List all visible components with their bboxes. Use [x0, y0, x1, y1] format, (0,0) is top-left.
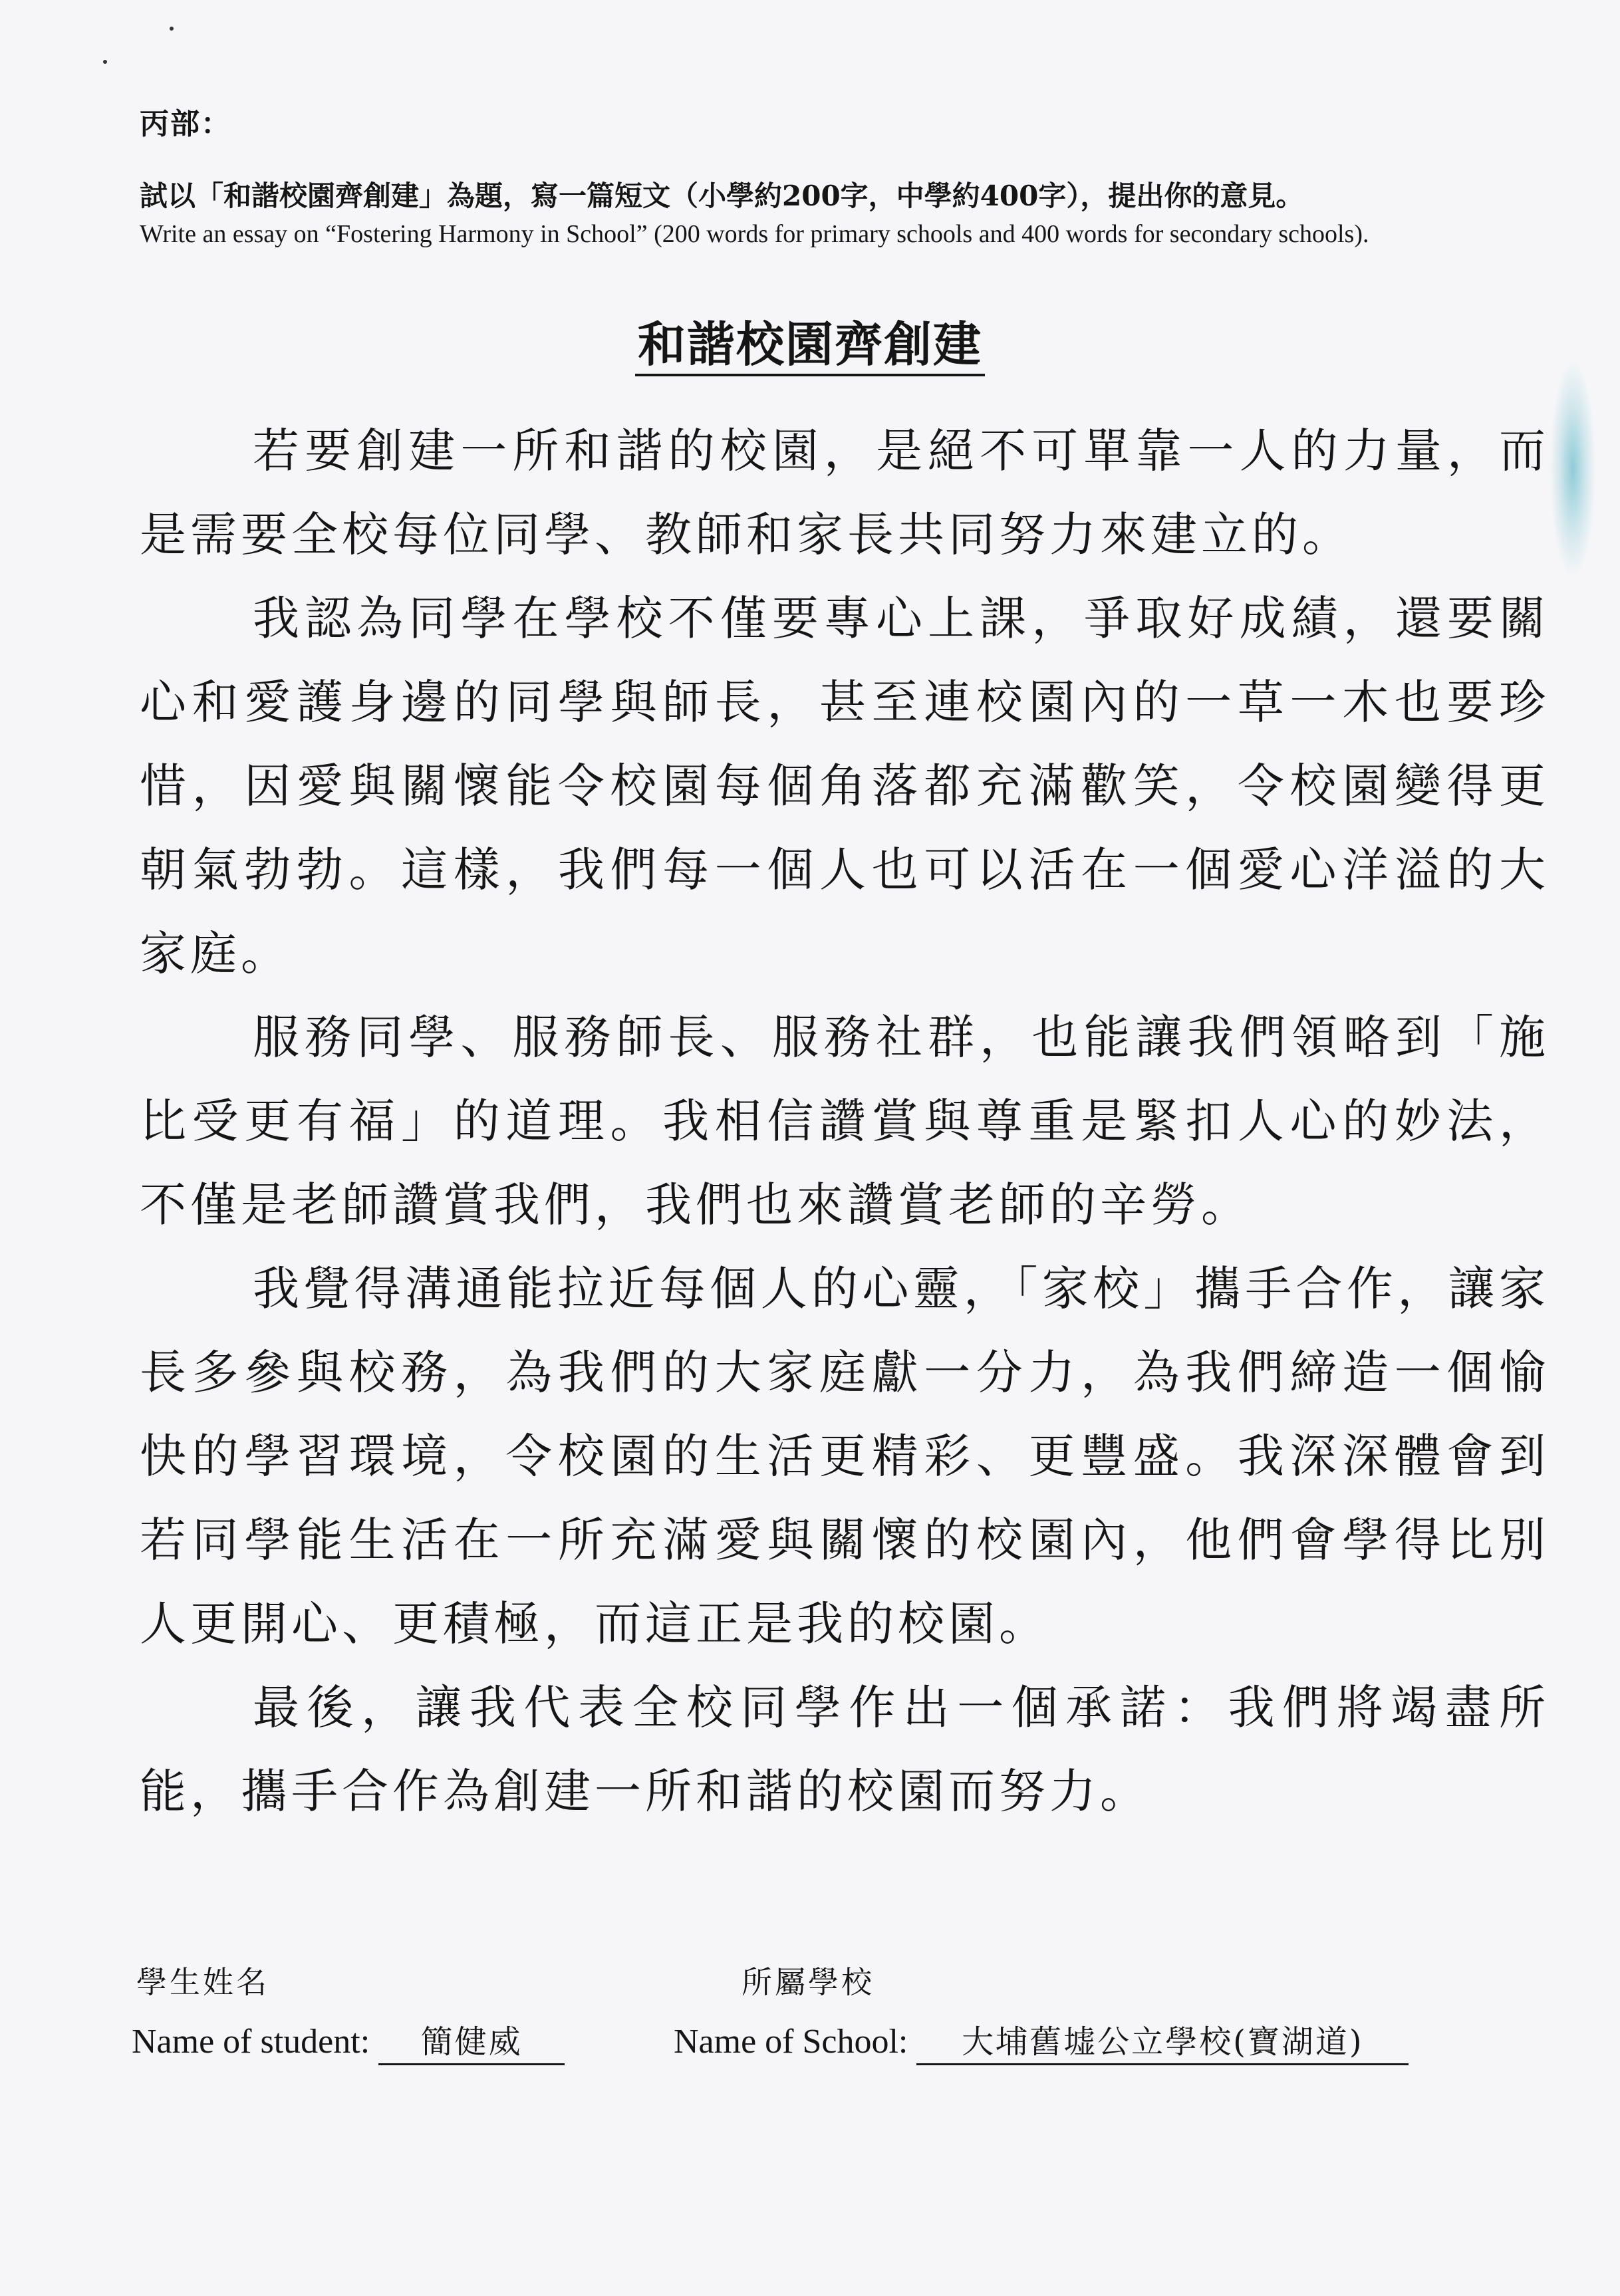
- student-name-label-zh: 學生姓名: [136, 1964, 269, 2000]
- student-name-row: [132, 2016, 565, 2065]
- student-name-value: 簡健威: [378, 2016, 565, 2065]
- essay-title-block: [0, 306, 1620, 375]
- essay-paragraph: 服務同學、服務師長、服務社群，也能讓我們領略到「施比受更有福」的道理。我相信讚賞與尊重是緊扣人心的妙法，不僅是老師讚賞我們，我們也來讚賞老師的辛勞。: [140, 1010, 1550, 1232]
- school-name-value: 大埔舊墟公立學校(寶湖道): [916, 2016, 1409, 2065]
- essay-title: 和諧校園齊創建: [635, 316, 985, 376]
- student-name-label-en: Name of student:: [132, 2023, 370, 2061]
- scan-speck: [170, 27, 174, 31]
- essay-body: [140, 409, 1550, 1833]
- section-label: 丙部：: [140, 107, 231, 141]
- scan-speck: [103, 60, 107, 64]
- ink-stain: [1550, 359, 1596, 578]
- essay-paragraph: 我認為同學在學校不僅要專心上課，爭取好成績，還要關心和愛護身邊的同學與師長，甚至連校園內的一草一木也要珍惜，因愛與關懷能令校園每個角落都充滿歡笑，令校園變得更朝氣勃勃。這樣，我們每一個人也可以活在一個愛心洋溢的大家庭。: [140, 591, 1550, 981]
- essay-paragraph: 我覺得溝通能拉近每個人的心靈，「家校」攜手合作，讓家長多參與校務，為我們的大家庭獻一分力，為我們締造一個愉快的學習環境，令校園的生活更精彩、更豐盛。我深深體會到若同學能生活在一所充滿愛與關懷的校園內，他們會學得比別人更開心、更積極，而這正是我的校園。: [140, 1261, 1550, 1651]
- school-name-row: [674, 2016, 1409, 2065]
- instructions-english: Write an essay on “Fostering Harmony in School” (200 words for primary schools and 400 words for secondary schools).: [140, 220, 1369, 248]
- school-name-label-zh: 所屬學校: [742, 1964, 875, 2000]
- instructions-chinese: 試以「和諧校園齊創建」為題，寫一篇短文（小學約200字，中學約400字），提出你的意見。: [140, 180, 1304, 212]
- essay-paragraph: 若要創建一所和諧的校園，是絕不可單靠一人的力量，而是需要全校每位同學、教師和家長共同努力來建立的。: [140, 424, 1550, 562]
- school-name-label-en: Name of School:: [674, 2023, 908, 2061]
- essay-paragraph: 最後，讓我代表全校同學作出一個承諾：我們將竭盡所能，攜手合作為創建一所和諧的校園而努力。: [140, 1680, 1550, 1819]
